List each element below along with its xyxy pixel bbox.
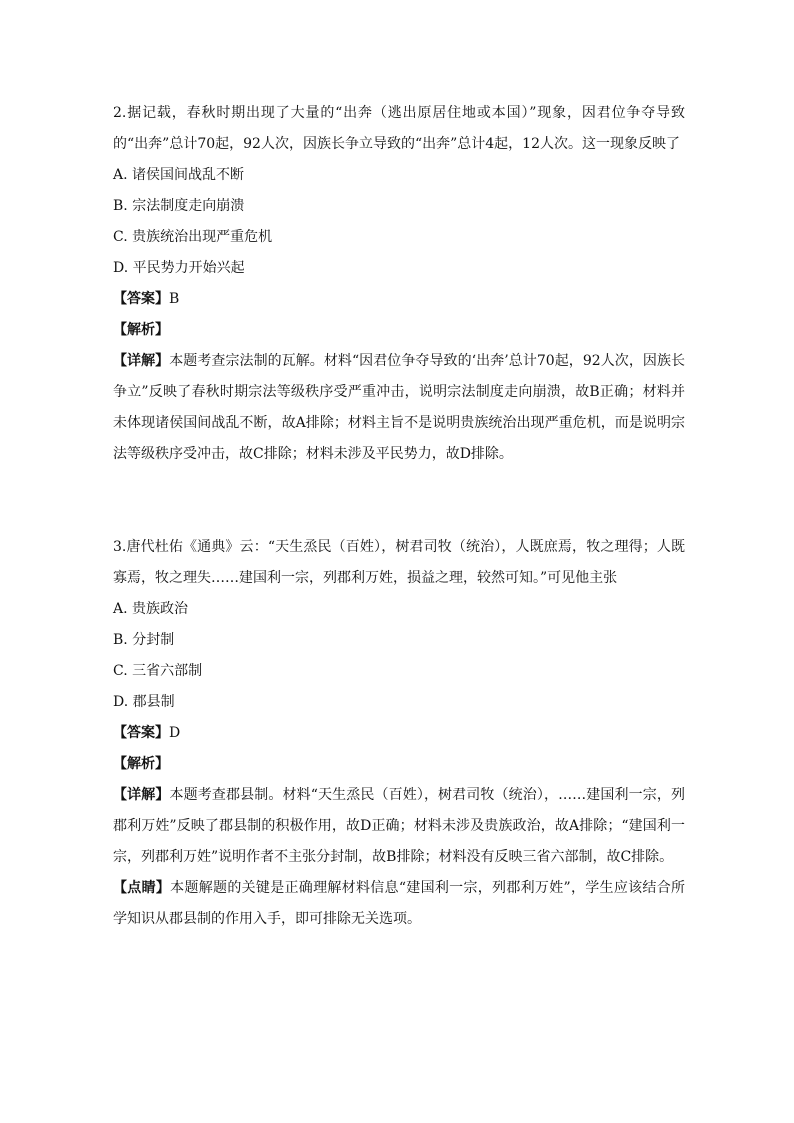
question-3-option-b: B. 分封制 — [113, 632, 175, 648]
comment-text: 本题解题的关键是正确理解材料信息“建国利一宗，列郡利万姓”，学生应该结合所学知识从郡县制的作用入手，即可排除无关选项。 — [113, 880, 686, 927]
question-2-stem: 2.据记载，春秋时期出现了大量的“出奔（逃出原居住地或本国）”现象，因君位争夺导致的“出奔”总计70起，92人次，因族长争立导致的“出奔”总计4起，12人次。这一现象反映了 — [113, 105, 685, 152]
question-3-option-d: D. 郡县制 — [113, 694, 175, 710]
question-3-analysis-heading — [113, 749, 685, 780]
question-3-comment — [113, 873, 685, 935]
question-2-detail — [113, 346, 685, 470]
comment-tag: 【点睛】 — [113, 880, 171, 896]
question-2-option-b: B. 宗法制度走向崩溃 — [113, 198, 245, 214]
question-3-detail — [113, 780, 685, 873]
question-2-option-a: A. 诸侯国间战乱不断 — [113, 167, 245, 183]
analysis-tag: 【解析】 — [113, 756, 169, 772]
question-3-stem: 3.唐代杜佑《通典》云：“天生烝民（百姓），树君司牧（统治），人既庶焉，牧之理得；人既寡焉，牧之理失……建国利一宗，列郡利万姓，损益之理，较然可知。”可见他主张 — [113, 539, 685, 586]
document-page — [113, 98, 685, 935]
answer-value: D — [169, 725, 181, 741]
question-2-option-c: C. 贵族统治出现严重危机 — [113, 229, 273, 245]
detail-text: 本题考查郡县制。材料“天生烝民（百姓），树君司牧（统治），……建国利一宗，列郡利万姓”反映了郡县制的积极作用，故D正确；材料未涉及贵族政治，故A排除；“建国利一宗，列郡利万姓”说明作者不主张分封制，故B排除；材料没有反映三省六部制，故C排除。 — [113, 787, 685, 865]
detail-text: 本题考查宗法制的瓦解。材料“因君位争夺导致的‘出奔’总计70起，92人次，因族长争立”反映了春秋时期宗法等级秩序受严重冲击，说明宗法制度走向崩溃，故B正确；材料并未体现诸侯国间战乱不断，故A排除；材料主旨不是说明贵族统治出现严重危机，而是说明宗法等级秩序受冲击，故C排除；材料未涉及平民势力，故D排除。 — [113, 353, 686, 462]
question-3 — [113, 532, 685, 935]
question-2-answer — [113, 284, 685, 315]
question-2-analysis-heading — [113, 315, 685, 346]
question-2 — [113, 98, 685, 470]
answer-tag: 【答案】 — [113, 291, 169, 307]
analysis-tag: 【解析】 — [113, 322, 169, 338]
detail-tag: 【详解】 — [113, 787, 170, 803]
detail-tag: 【详解】 — [113, 353, 170, 369]
answer-value: B — [169, 291, 180, 307]
question-spacer — [113, 470, 685, 532]
answer-tag: 【答案】 — [113, 725, 169, 741]
question-3-answer — [113, 718, 685, 749]
question-2-option-d: D. 平民势力开始兴起 — [113, 260, 245, 276]
question-3-option-a: A. 贵族政治 — [113, 601, 189, 617]
question-3-option-c: C. 三省六部制 — [113, 663, 203, 679]
